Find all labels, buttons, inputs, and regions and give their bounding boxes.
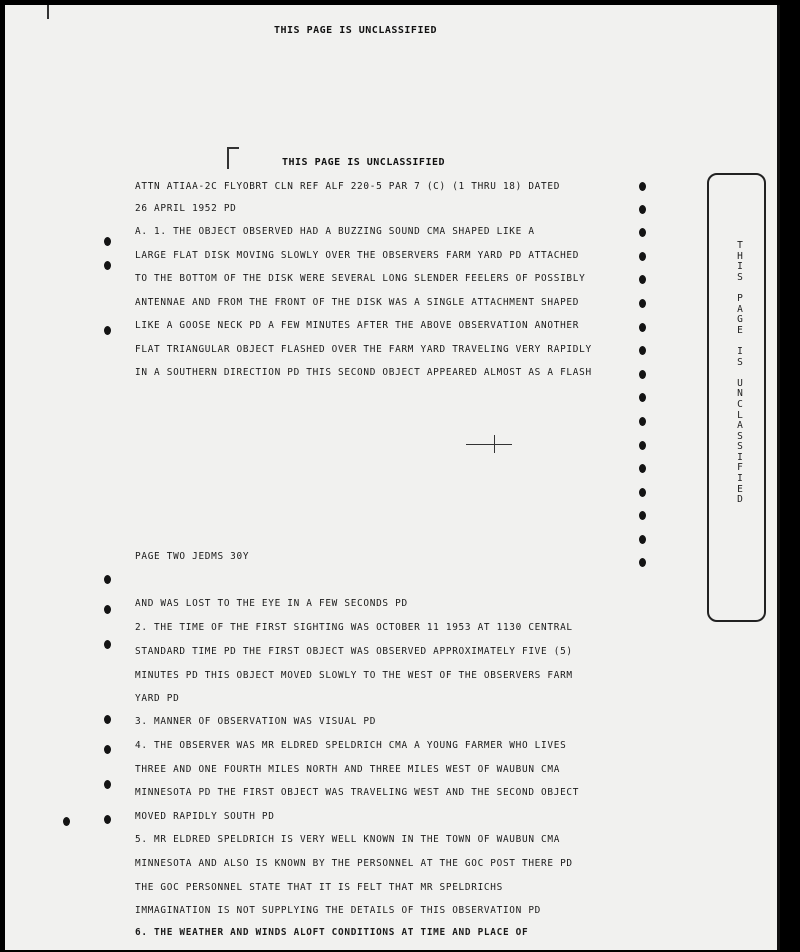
text-line: MINNESOTA AND ALSO IS KNOWN BY THE PERSONNEL AT THE GOC POST THERE PD	[135, 858, 573, 869]
text-line: MOVED RAPIDLY SOUTH PD	[135, 811, 275, 822]
text-line: A. 1. THE OBJECT OBSERVED HAD A BUZZING SOUND CMA SHAPED LIKE A	[135, 226, 535, 237]
stamp-letter: P	[737, 292, 743, 304]
top-classification-header: THIS PAGE IS UNCLASSIFIED	[274, 25, 438, 36]
feed-hole	[639, 535, 646, 544]
text-line: 4. THE OBSERVER WAS MR ELDRED SPELDRICH CMA A YOUNG FARMER WHO LIVES	[135, 740, 567, 751]
text-line: THREE AND ONE FOURTH MILES NORTH AND THREE MILES WEST OF WAUBUN CMA	[135, 764, 561, 775]
stamp-letter: E	[737, 324, 743, 336]
feed-hole	[639, 488, 646, 497]
text-line: FLAT TRIANGULAR OBJECT FLASHED OVER THE FARM YARD TRAVELING VERY RAPIDLY	[135, 344, 592, 355]
feed-hole	[104, 715, 111, 724]
stamp-letter: G	[737, 314, 743, 326]
feed-hole	[104, 575, 111, 584]
feed-hole	[639, 511, 646, 520]
stamp-letter: I	[737, 345, 743, 357]
stamp-letter: S	[737, 441, 743, 453]
text-line: THE GOC PERSONNEL STATE THAT IT IS FELT THAT MR SPELDRICHS	[135, 882, 503, 893]
text-line: LIKE A GOOSE NECK PD A FEW MINUTES AFTER THE ABOVE OBSERVATION ANOTHER	[135, 320, 580, 331]
stamp-letter: I	[737, 261, 743, 273]
feed-hole	[104, 780, 111, 789]
stamp-letter: D	[737, 494, 743, 506]
stamp-letter: A	[737, 420, 743, 432]
scan-artifact	[466, 444, 512, 445]
stamp-letter: S	[737, 430, 743, 442]
stamp-letter: E	[737, 483, 743, 495]
feed-hole	[639, 441, 646, 450]
stamp-letter: U	[737, 377, 743, 389]
stamp-letter: S	[737, 356, 743, 368]
feed-hole	[639, 252, 646, 261]
document-page	[5, 5, 780, 950]
text-line: MINUTES PD THIS OBJECT MOVED SLOWLY TO THE WEST OF THE OBSERVERS FARM	[135, 670, 573, 681]
feed-hole	[639, 323, 646, 332]
side-classification-stamp	[733, 241, 747, 506]
feed-hole	[104, 261, 111, 270]
stamp-letter: H	[737, 250, 743, 262]
text-line: ANTENNAE AND FROM THE FRONT OF THE DISK WAS A SINGLE ATTACHMENT SHAPED	[135, 297, 580, 308]
stamp-letter: A	[737, 303, 743, 315]
feed-hole	[104, 237, 111, 246]
text-line: TO THE BOTTOM OF THE DISK WERE SEVERAL LONG SLENDER FEELERS OF POSSIBLY	[135, 273, 586, 284]
text-line: IN A SOUTHERN DIRECTION PD THIS SECOND OBJECT APPEARED ALMOST AS A FLASH	[135, 367, 592, 378]
feed-hole	[639, 228, 646, 237]
stamp-letter: L	[737, 409, 743, 421]
stamp-letter: N	[737, 388, 743, 400]
feed-hole	[104, 640, 111, 649]
text-line: MINNESOTA PD THE FIRST OBJECT WAS TRAVELING WEST AND THE SECOND OBJECT	[135, 787, 580, 798]
feed-hole	[63, 817, 70, 826]
text-line: AND WAS LOST TO THE EYE IN A FEW SECONDS PD	[135, 598, 408, 609]
feed-hole	[104, 745, 111, 754]
feed-hole	[639, 558, 646, 567]
text-line: LARGE FLAT DISK MOVING SLOWLY OVER THE OBSERVERS FARM YARD PD ATTACHED	[135, 250, 580, 261]
feed-hole	[639, 182, 646, 191]
stamp-letter: I	[737, 451, 743, 463]
text-line: 2. THE TIME OF THE FIRST SIGHTING WAS OCTOBER 11 1953 AT 1130 CENTRAL	[135, 622, 573, 633]
registration-mark	[227, 147, 229, 169]
text-line: 6. THE WEATHER AND WINDS ALOFT CONDITIONS AT TIME AND PLACE OF	[135, 927, 529, 938]
feed-hole	[104, 605, 111, 614]
feed-hole	[639, 464, 646, 473]
text-line: 26 APRIL 1952 PD	[135, 203, 237, 214]
feed-hole	[639, 370, 646, 379]
stamp-letter: S	[737, 271, 743, 283]
stamp-letter: F	[737, 462, 743, 474]
feed-hole	[639, 346, 646, 355]
text-line: IMMAGINATION IS NOT SUPPLYING THE DETAILS OF THIS OBSERVATION PD	[135, 905, 542, 916]
text-line: 5. MR ELDRED SPELDRICH IS VERY WELL KNOWN IN THE TOWN OF WAUBUN CMA	[135, 834, 561, 845]
scan-artifact	[494, 435, 495, 453]
feed-hole	[639, 205, 646, 214]
page-two-label: PAGE TWO JEDMS 30Y	[135, 551, 250, 562]
feed-hole	[104, 326, 111, 335]
stamp-letter: T	[737, 240, 743, 251]
feed-hole	[639, 393, 646, 402]
text-line: STANDARD TIME PD THE FIRST OBJECT WAS OBSERVED APPROXIMATELY FIVE (5)	[135, 646, 573, 657]
feed-hole	[104, 815, 111, 824]
text-line: ATTN ATIAA-2C FLYOBRT CLN REF ALF 220-5 PAR 7 (C) (1 THRU 18) DATED	[135, 181, 561, 192]
stamp-letter: C	[737, 398, 743, 410]
stamp-letter: I	[737, 473, 743, 485]
section1-classification-header: THIS PAGE IS UNCLASSIFIED	[282, 157, 446, 168]
feed-hole	[639, 299, 646, 308]
text-line: 3. MANNER OF OBSERVATION WAS VISUAL PD	[135, 716, 377, 727]
registration-mark	[227, 147, 239, 149]
text-line: YARD PD	[135, 693, 180, 704]
feed-hole	[639, 275, 646, 284]
scan-artifact	[47, 5, 49, 19]
feed-hole	[639, 417, 646, 426]
